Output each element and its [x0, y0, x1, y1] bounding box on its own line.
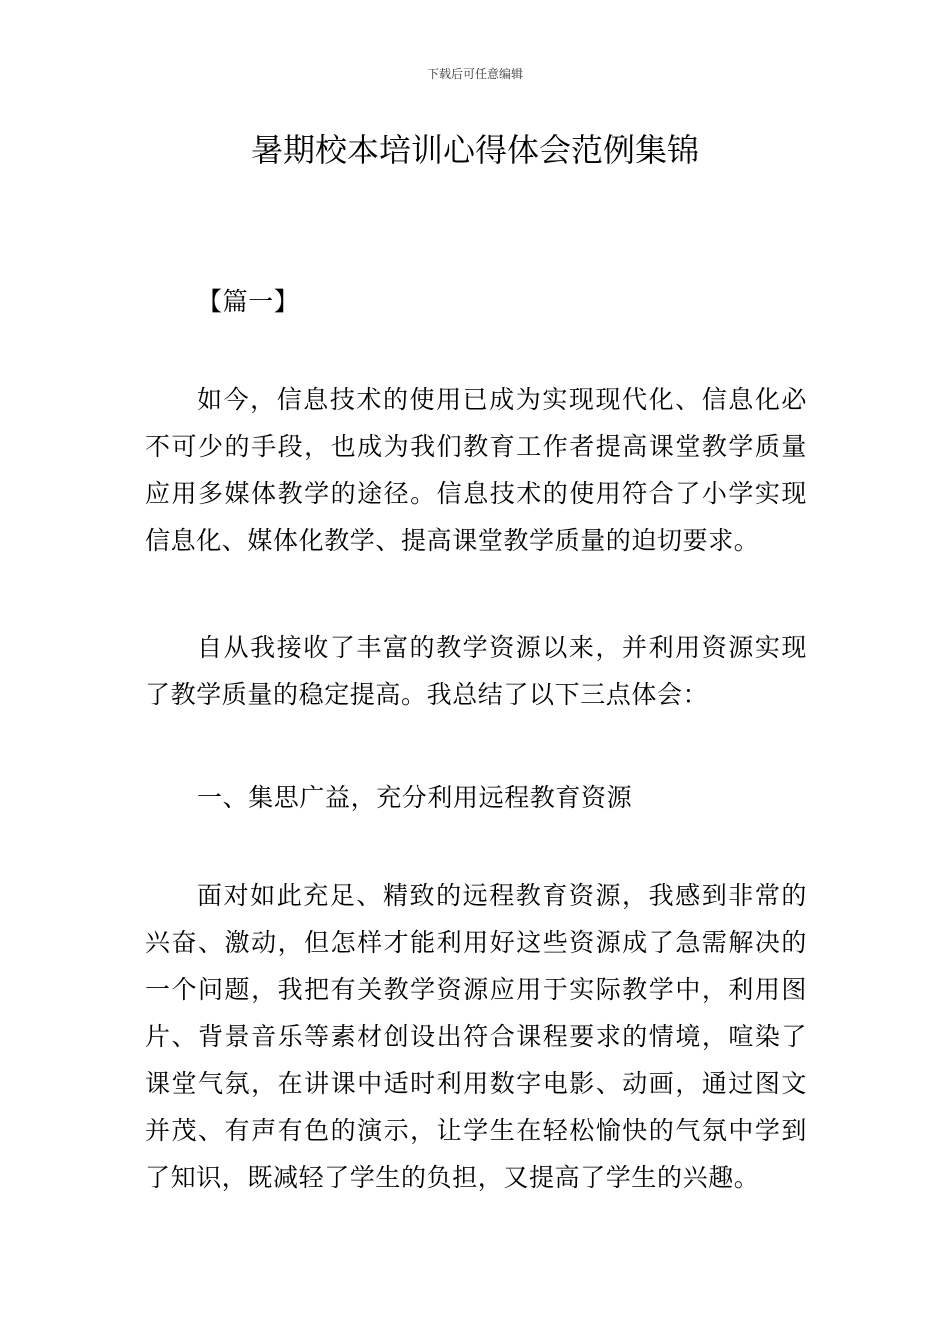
paragraph-intro: 如今，信息技术的使用已成为实现现代化、信息化必不可少的手段，也成为我们教育工作者提高课堂教学质量应用多媒体教学的途径。信息技术的使用符合了小学实现信息化、媒体化教学、提高课堂教学质量的迫切要求。 [145, 385, 807, 555]
paragraph-heading-point-one: 一、集思广益，充分利用远程教育资源 [197, 783, 633, 812]
section-label: 【篇一】 [197, 287, 300, 316]
paragraph-summary: 自从我接收了丰富的教学资源以来，并利用资源实现了教学质量的稳定提高。我总结了以下三点体会： [145, 633, 807, 709]
header-note: 下载后可任意编辑 [426, 67, 523, 81]
paragraph-point-one-body: 面对如此充足、精致的远程教育资源，我感到非常的兴奋、激动，但怎样才能利用好这些资源成了急需解决的一个问题，我把有关教学资源应用于实际教学中，利用图片、背景音乐等素材创设出符合课程要求的情境，喧染了课堂气氛，在讲课中适时利用数字电影、动画，通过图文并茂、有声有色的演示，让学生在轻松愉快的气氛中学到了知识，既减轻了学生的负担，又提高了学生的兴趣。 [145, 881, 807, 1192]
document-title: 暑期校本培训心得体会范例集锦 [250, 131, 699, 169]
